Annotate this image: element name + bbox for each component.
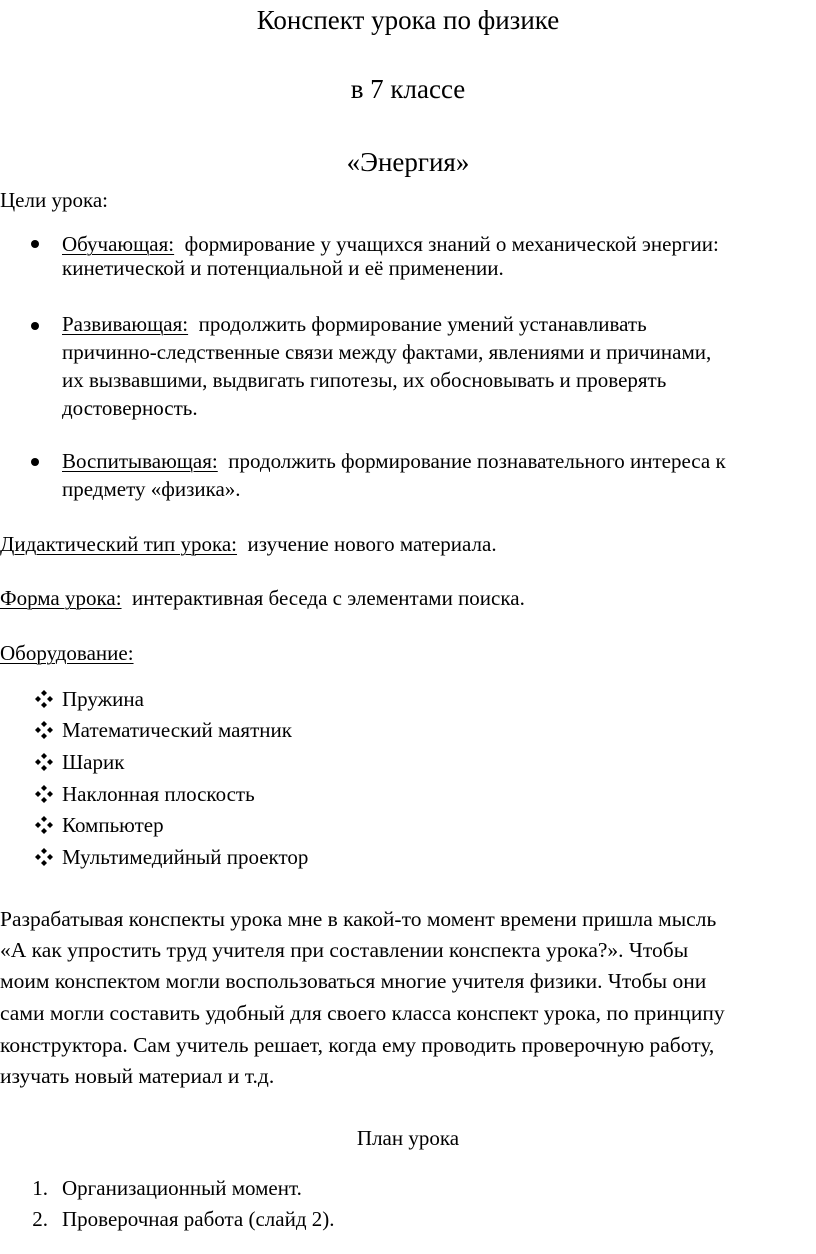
goal-label: Воспитывающая: bbox=[62, 449, 218, 473]
goal-text-line: причинно-следственные связи между фактами, явлениями и причинами, bbox=[62, 340, 712, 364]
plan-item-text: Проверочная работа (слайд 2). bbox=[62, 1207, 335, 1231]
bullet-dot-icon bbox=[31, 458, 39, 466]
document-title-line-2: в 7 классе bbox=[350, 74, 466, 104]
bullet-dot-icon bbox=[31, 240, 39, 248]
lesson-form-label: Форма урока: bbox=[0, 586, 122, 610]
goal-item-upbringing bbox=[62, 447, 726, 476]
plan-item-number: 2. bbox=[32, 1207, 48, 1231]
plan-item-number: 1. bbox=[32, 1176, 48, 1200]
bullet-dot-icon bbox=[31, 322, 39, 330]
goal-label: Обучающая: bbox=[62, 232, 175, 256]
equipment-item: Шарик bbox=[62, 750, 125, 774]
diamond-bullet-icon bbox=[35, 785, 53, 803]
paragraph-line: Разрабатывая конспекты урока мне в какой-то момент времени пришла мысль bbox=[0, 907, 717, 931]
plan-heading: План урока bbox=[356, 1126, 460, 1150]
goal-text-line: их вызвавшими, выдвигать гипотезы, их обосновывать и проверять bbox=[62, 368, 667, 392]
lesson-form bbox=[0, 584, 525, 613]
equipment-item: Компьютер bbox=[62, 813, 164, 837]
document-title-line-3: «Энергия» bbox=[346, 147, 470, 177]
goal-text-line: продолжить формирование познавательного интереса к bbox=[228, 449, 726, 473]
goal-text-line: формирование у учащихся знаний о механической энергии: bbox=[184, 232, 719, 256]
goals-heading: Цели урока: bbox=[0, 188, 108, 212]
paragraph-line: сами могли составить удобный для своего класса конспект урока, по принципу bbox=[0, 1001, 725, 1025]
goal-text-line: предмету «физика». bbox=[62, 477, 241, 501]
diamond-bullet-icon bbox=[35, 721, 53, 739]
equipment-heading: Оборудование: bbox=[0, 641, 134, 665]
plan-item-text: Организационный момент. bbox=[62, 1176, 302, 1200]
lesson-form-value: интерактивная беседа с элементами поиска. bbox=[132, 586, 525, 610]
diamond-bullet-icon bbox=[35, 816, 53, 834]
goal-text-line: продолжить формирование умений устанавливать bbox=[198, 312, 647, 336]
goal-text-line: кинетической и потенциальной и её применении. bbox=[62, 256, 504, 280]
equipment-item: Мультимедийный проектор bbox=[62, 845, 309, 869]
goal-text-line: достоверность. bbox=[62, 396, 198, 420]
diamond-bullet-icon bbox=[35, 848, 53, 866]
lesson-type-label: Дидактический тип урока: bbox=[0, 532, 238, 556]
lesson-type-value: изучение нового материала. bbox=[247, 532, 497, 556]
goal-item-developmental bbox=[62, 310, 647, 339]
equipment-item: Наклонная плоскость bbox=[62, 782, 255, 806]
document-title-line-1: Конспект урока по физике bbox=[256, 5, 560, 35]
paragraph-line: изучать новый материал и т.д. bbox=[0, 1064, 275, 1088]
paragraph-line: моим конспектом могли воспользоваться многие учителя физики. Чтобы они bbox=[0, 969, 707, 993]
lesson-type bbox=[0, 530, 497, 559]
paragraph-line: конструктора. Сам учитель решает, когда ему проводить проверочную работу, bbox=[0, 1033, 715, 1057]
equipment-item: Математический маятник bbox=[62, 718, 292, 742]
goal-label: Развивающая: bbox=[62, 312, 189, 336]
diamond-bullet-icon bbox=[35, 753, 53, 771]
paragraph-line: «А как упростить труд учителя при составлении конспекта урока?». Чтобы bbox=[0, 938, 689, 962]
equipment-item: Пружина bbox=[62, 687, 144, 711]
diamond-bullet-icon bbox=[35, 690, 53, 708]
